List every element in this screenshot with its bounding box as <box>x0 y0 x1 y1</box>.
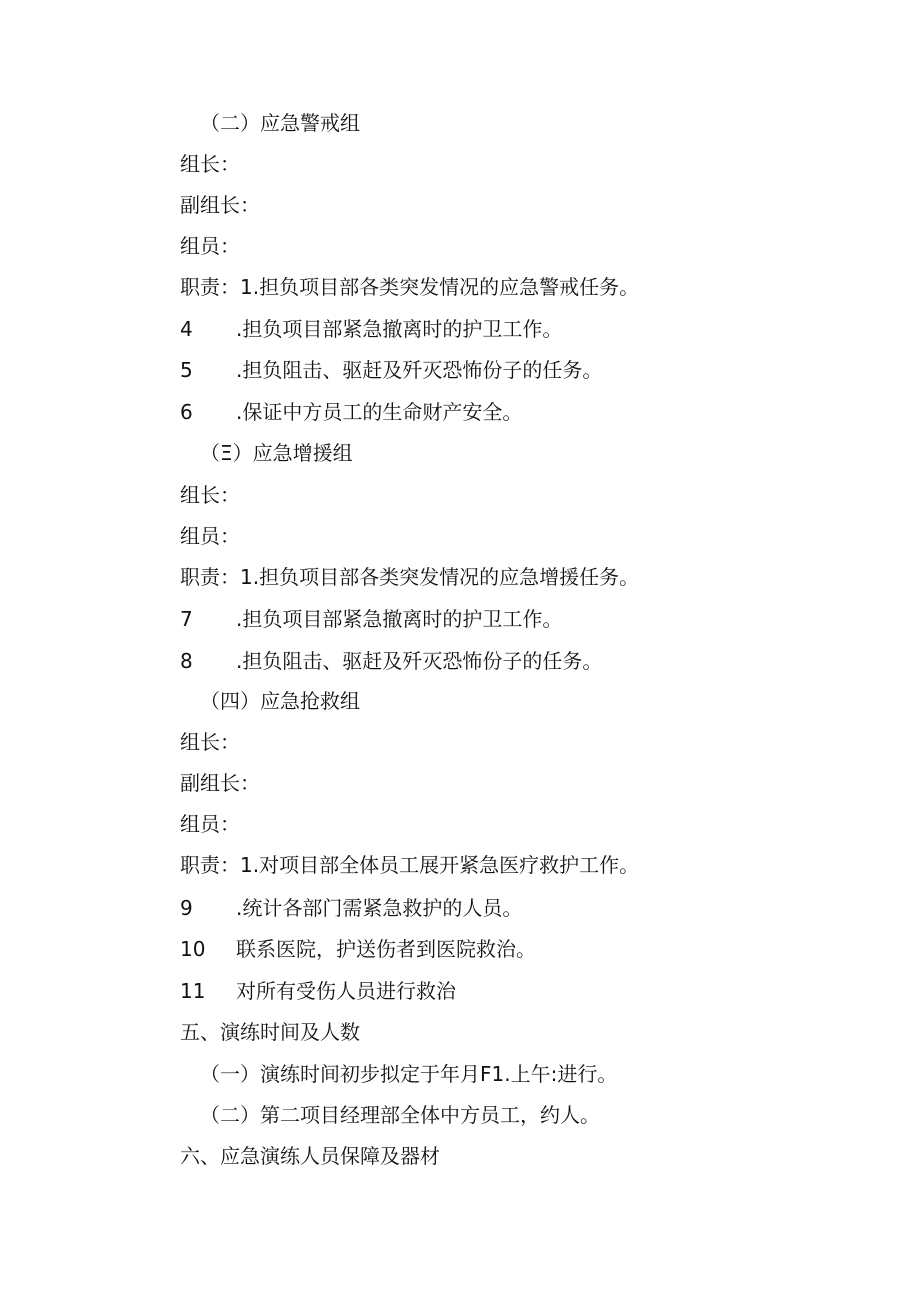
item-text: .保证中方员工的生命财产安全。 <box>236 400 523 424</box>
item-text: .统计各部门需紧急救护的人员。 <box>236 896 523 920</box>
item-number: 7 <box>180 607 193 631</box>
item-text: .担负阻击、驱赶及歼灭恐怖份子的任务。 <box>236 649 603 673</box>
duty-line: 职责：1.对项目部全体员工展开紧急医疗救护工作。 <box>180 853 640 877</box>
numbered-item <box>180 934 536 964</box>
item-number: 10 <box>180 937 206 961</box>
members-label: 组员： <box>180 524 240 548</box>
item-number: 8 <box>180 649 193 673</box>
item-text: 联系医院，护送伤者到医院救治。 <box>236 937 536 961</box>
drill-time-line: （一）演练时间初步拟定于年月F1.上午:进行。 <box>200 1062 618 1086</box>
duty-line: 职责：1.担负项目部各类突发情况的应急增援任务。 <box>180 565 640 589</box>
section-heading-support-equipment: 六、应急演练人员保障及器材 <box>180 1144 440 1168</box>
numbered-item <box>180 604 562 634</box>
item-number: 6 <box>180 400 193 424</box>
members-label: 组员： <box>180 234 240 258</box>
item-number: 9 <box>180 896 193 920</box>
numbered-item <box>180 314 562 344</box>
item-text: .担负阻击、驱赶及歼灭恐怖份子的任务。 <box>236 358 603 382</box>
item-number: 4 <box>180 317 193 341</box>
numbered-item <box>180 355 602 385</box>
section-heading-drill-time: 五、演练时间及人数 <box>180 1020 360 1044</box>
numbered-item <box>180 893 522 923</box>
leader-label: 组长： <box>180 483 240 507</box>
deputy-leader-label: 副组长： <box>180 771 260 795</box>
item-text: 对所有受伤人员进行救治 <box>236 979 456 1003</box>
section-heading-alert-group: （二）应急警戒组 <box>200 111 360 135</box>
duty-line: 职责：1.担负项目部各类突发情况的应急警戒任务。 <box>180 275 640 299</box>
item-text: .担负项目部紧急撤离时的护卫工作。 <box>236 317 563 341</box>
section-heading-rescue-group: （四）应急抢救组 <box>200 689 360 713</box>
deputy-leader-label: 副组长： <box>180 193 260 217</box>
numbered-item <box>180 646 602 676</box>
members-label: 组员： <box>180 812 240 836</box>
numbered-item <box>180 976 456 1006</box>
item-text: .担负项目部紧急撤离时的护卫工作。 <box>236 607 563 631</box>
numbered-item <box>180 397 522 427</box>
item-number: 11 <box>180 979 206 1003</box>
leader-label: 组长： <box>180 152 240 176</box>
section-heading-reinforce-group: （Ξ）应急增援组 <box>200 441 353 465</box>
leader-label: 组长： <box>180 730 240 754</box>
drill-personnel-line: （二）第二项目经理部全体中方员工，约人。 <box>200 1103 600 1127</box>
item-number: 5 <box>180 358 193 382</box>
